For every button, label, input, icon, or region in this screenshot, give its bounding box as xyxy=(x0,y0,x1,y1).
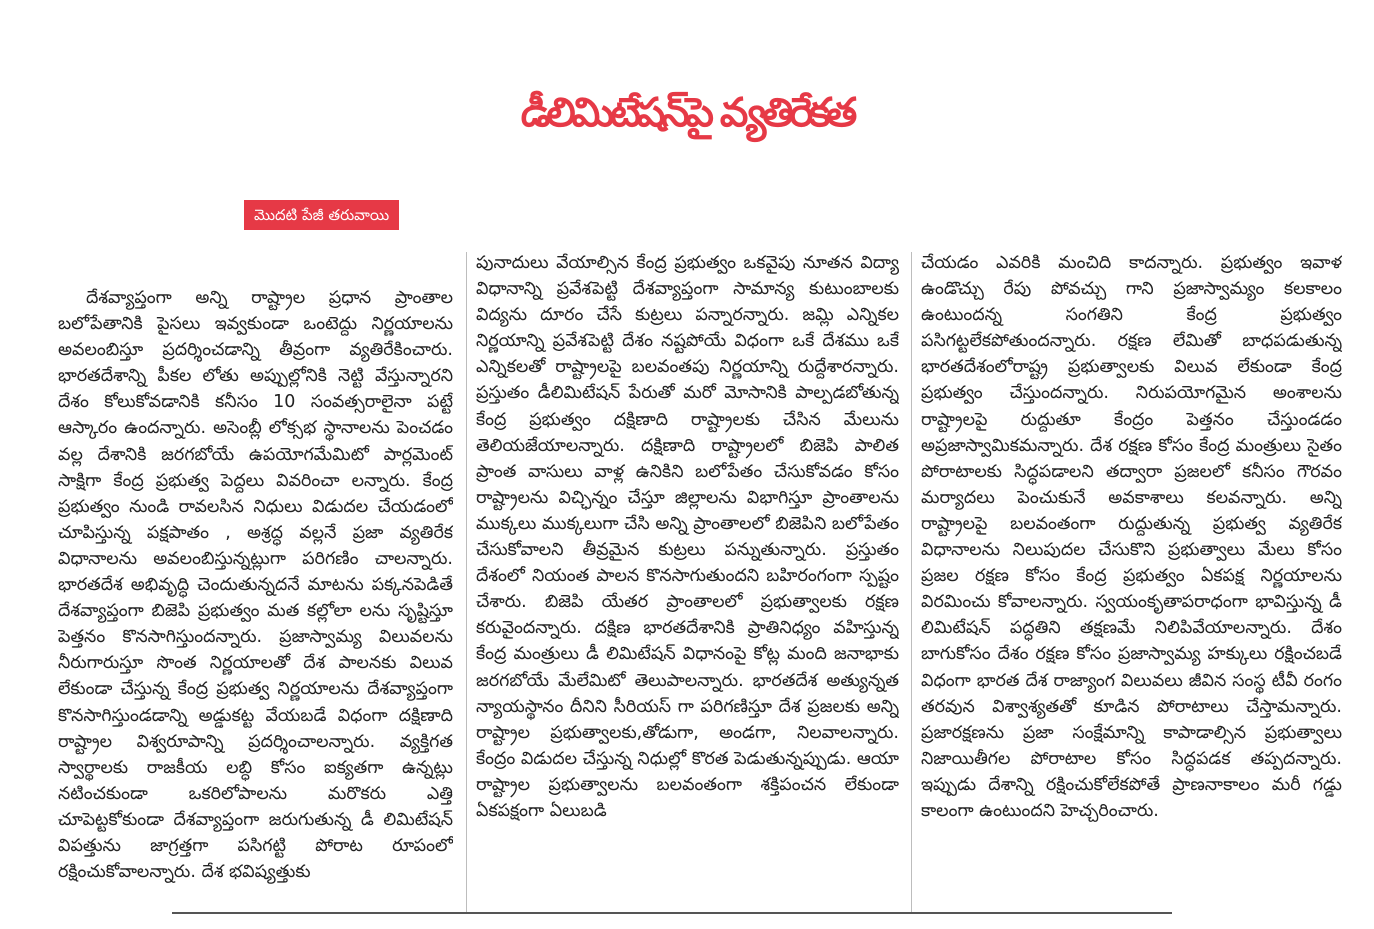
continued-from-first-page-tag: మొదటి పేజీ తరువాయి xyxy=(244,200,399,230)
column-3-text: చేయడం ఎవరికి మంచిది కాదన్నారు. ప్రభుత్వం ఇవాళ ఉండొచ్చు రేపు పోవచ్చు గాని ప్రజాస్వామ్యం కలకాలం ఉంటుందన్న సంగతిని కేంద్ర ప్రభుత్వం పసిగట్టలేకపోతుందన్నారు. రక్షణ లేమితో బాధపడుతున్న భారతదేశంలోరాష్ట్ర ప్రభుత్వాలకు విలువ లేకుండా కేంద్ర ప్రభుత్వం చేస్తుందన్నారు. నిరుపయోగమైన అంశాలను రాష్ట్రాలపై రుద్దుతూ కేంద్రం పెత్తనం చేస్తుండడం అప్రజాస్వామికమన్నారు. దేశ రక్షణ కోసం కేంద్ర మంత్రులు సైతం పోరాటాలకు సిద్ధపడాలని తద్వారా ప్రజలలో కనీసం గౌరవం మర్యాదలు పెంచుకునే అవకాశాలు కలవన్నారు. అన్ని రాష్ట్రాలపై బలవంతంగా రుద్దుతున్న ప్రభుత్వ వ్యతిరేక విధానాలను నిలుపుదల చేసుకొని ప్రభుత్వాలు మేలు కోసం ప్రజల రక్షణ కోసం కేంద్ర ప్రభుత్వం ఏకపక్ష నిర్ణయాలను విరమించు కోవాలన్నారు. స్వయంకృతాపరాధంగా భావిస్తున్న డీ లిమిటేషన్ పద్ధతిని తక్షణమే నిలిపివేయాలన్నారు. దేశం బాగుకోసం దేశం రక్షణ కోసం ప్రజాస్వామ్య హక్కులు రక్షించబడే విధంగా భారత దేశ రాజ్యాంగ విలువలు జీవిన సంస్థ టీవీ రంగం తరవున విశ్వాశ్యతతో కూడిన పోరాటాలు చేస్తామన్నారు. ప్రజారక్షణను ప్రజా సంక్షేమాన్ని కాపాడాల్సిన ప్రభుత్వాలు నిజాయితీగల పోరాటాల కోసం సిద్ధపడక తప్పదన్నారు. ఇప్పుడు దేశాన్ని రక్షించుకోలేకపోతే ప్రాణనాకాలం మరీ గడ్డు కాలంగా ఉంటుందని హెచ్చరించారు. xyxy=(921,253,1342,821)
article-column-3 xyxy=(921,250,1342,910)
column-divider-2 xyxy=(911,252,912,912)
article-column-1 xyxy=(58,285,453,910)
headline: డీలిమిటేషన్‌పై వ్యతిరేకత xyxy=(520,90,854,136)
bottom-rule xyxy=(172,912,1172,914)
column-divider-1 xyxy=(466,252,467,912)
column-1-text: దేశవ్యాప్తంగా అన్ని రాష్ట్రాల ప్రధాన ప్రాంతాల బలోపేతానికి పైసలు ఇవ్వకుండా ఒంటెద్దు నిర్ణయాలను అవలంబిస్తూ ప్రదర్శించడాన్ని తీవ్రంగా వ్యతిరేకించారు. భారతదేశాన్ని పీకల లోతు అప్పుల్లోనికి నెట్టి వేస్తున్నారని దేశం కోలుకోవడానికి కనీసం 10 సంవత్సరాలైనా పట్టే ఆస్కారం ఉందన్నారు. అసెంబ్లీ లోక్సభ స్థానాలను పెంచడం వల్ల దేశానికి జరగబోయే ఉపయోగమేమిటో పార్లమెంట్ సాక్షిగా కేంద్ర ప్రభుత్వ పెద్దలు వివరించా లన్నారు. కేంద్ర ప్రభుత్వం నుండి రావలసిన నిధులు విడుదల చేయడంలో చూపిస్తున్న పక్షపాతం , అశ్రద్ధ వల్లనే ప్రజా వ్యతిరేక విధానాలను అవలంబిస్తున్నట్లుగా పరిగణిం చాలన్నారు. భారతదేశ అభివృద్ధి చెందుతున్నదనే మాటను పక్కనపెడితే దేశవ్యాప్తంగా బిజెపి ప్రభుత్వం మత కల్లోలా లను సృష్టిస్తూ పెత్తనం కొనసాగిస్తుందన్నారు. ప్రజాస్వామ్య విలువలను నీరుగారుస్తూ సొంత నిర్ణయాలతో దేశ పాలనకు విలువ లేకుండా చేస్తున్న కేంద్ర ప్రభుత్వ నిర్ణయాలను దేశవ్యాప్తంగా కొనసాగిస్తుండడాన్ని అడ్డుకట్ట వేయబడే విధంగా దక్షిణాది రాష్ట్రాల విశ్వరూపాన్ని ప్రదర్శించాలన్నారు. వ్యక్తిగత స్వార్థాలకు రాజకీయ లబ్ధి కోసం ఐక్యతగా ఉన్నట్లు నటించకుండా ఒకరిలోపాలను మరొకరు ఎత్తి చూపెట్టకోకుండా దేశవ్యాప్తంగా జరుగుతున్న డీ లిమిటేషన్ విపత్తును జాగ్రత్తగా పసిగట్టి పోరాట రూపంలో రక్షించుకోవాలన్నారు. దేశ భవిష్యత్తుకు xyxy=(58,288,453,883)
column-2-text: పునాదులు వేయాల్సిన కేంద్ర ప్రభుత్వం ఒకవైపు నూతన విద్యా విధానాన్ని ప్రవేశపెట్టి దేశవ్యాప్తంగా సామాన్య కుటుంబాలకు విద్యను దూరం చేసే కుట్రలు పన్నారన్నారు. జమ్లి ఎన్నికల నిర్ణయాన్ని ప్రవేశపెట్టి దేశం నష్టపోయే విధంగా ఒకే దేశము ఒకే ఎన్నికలతో రాష్ట్రాలపై బలవంతపు నిర్ణయాన్ని రుద్దేశారన్నారు. ప్రస్తుతం డీలిమిటేషన్ పేరుతో మరో మోసానికి పాల్పడబోతున్న కేంద్ర ప్రభుత్వం దక్షిణాది రాష్ట్రాలకు చేసిన మేలును తెలియజేయాలన్నారు. దక్షిణాది రాష్ట్రాలలో బిజెపి పాలిత ప్రాంత వాసులు వాళ్ల ఉనికిని బలోపేతం చేసుకోవడం కోసం రాష్ట్రాలను విచ్ఛిన్నం చేస్తూ జిల్లాలను విభాగిస్తూ ప్రాంతాలను ముక్కలు ముక్కలుగా చేసి అన్ని ప్రాంతాలలో బిజెపిని బలోపేతం చేసుకోవాలని తీవ్రమైన కుట్రలు పన్నుతున్నారు. ప్రస్తుతం దేశంలో నియంత పాలన కొనసాగుతుందని బహిరంగంగా స్పష్టం చేశారు. బిజెపి యేతర ప్రాంతాలలో ప్రభుత్వాలకు రక్షణ కరువైందన్నారు. దక్షిణ భారతదేశానికి ప్రాతినిధ్యం వహిస్తున్న కేంద్ర మంత్రులు డీ లిమిటేషన్ విధానంపై కోట్ల మంది జనాభాకు జరగబోయే మేలేమిటో తెలుపాలన్నారు. భారతదేశ అత్యున్నత న్యాయస్థానం దీనిని సీరియస్ గా పరిగణిస్తూ దేశ ప్రజలకు అన్ని రాష్ట్రాల ప్రభుత్వాలకు,తోడుగా, అండగా, నిలవాలన్నారు. కేంద్రం విడుదల చేస్తున్న నిధుల్లో కొరత పెడుతున్నప్పుడు. ఆయా రాష్ట్రాల ప్రభుత్వాలను బలవంతంగా శక్తిపంచన లేకుండా ఏకపక్షంగా ఏలుబడి xyxy=(476,253,899,821)
article-column-2 xyxy=(476,250,899,910)
